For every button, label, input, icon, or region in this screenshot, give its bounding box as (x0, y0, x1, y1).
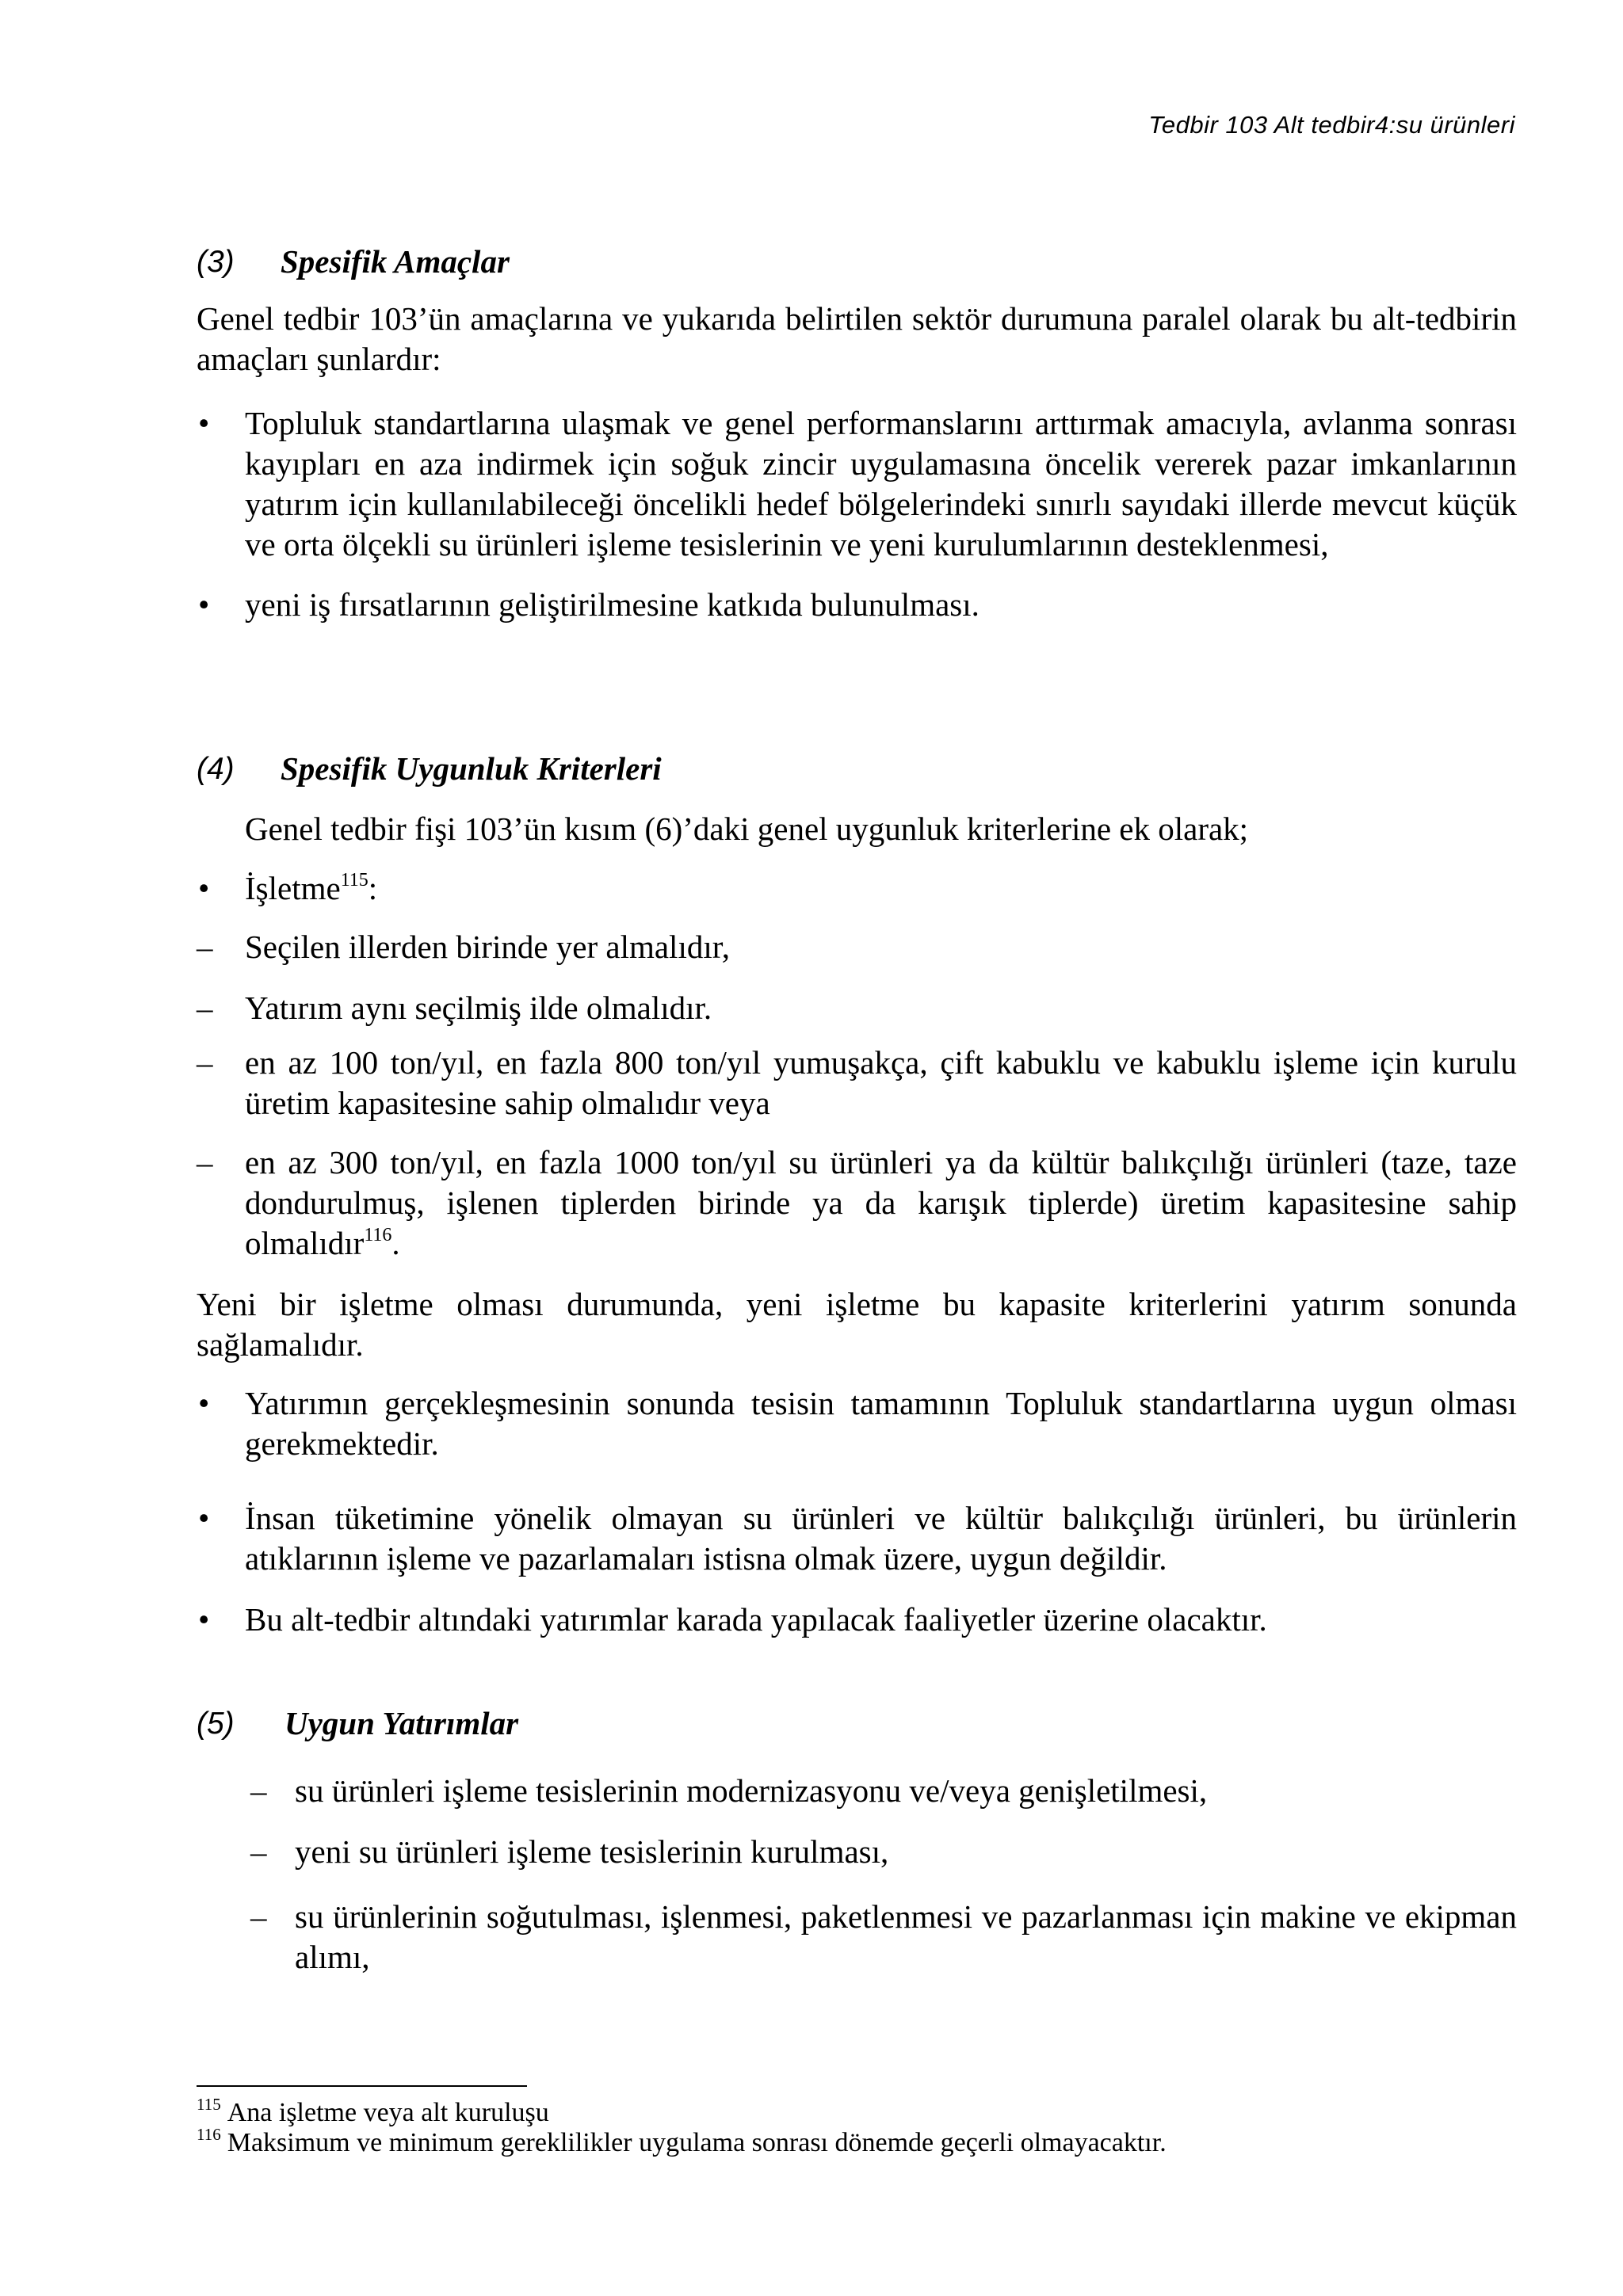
bullet-marker: • (198, 1601, 210, 1638)
dash-marker: – (197, 929, 213, 965)
dash-marker: – (250, 1898, 267, 1935)
footnote-ref-115[interactable]: 115 (340, 870, 369, 891)
bullet-marker: • (198, 1385, 210, 1421)
section-3-title: Spesifik Amaçlar (281, 243, 510, 280)
criterion-item: Seçilen illerden birinde yer almalıdır, (245, 929, 730, 965)
footnote-number: 116 (197, 2124, 221, 2144)
objective-item: yeni iş fırsatlarının geliştirilmesine katkıda bulunulması. (245, 586, 980, 623)
condition-item: Bu alt-tedbir altındaki yatırımlar karada yapılacak faaliyetler üzerine olacaktır. (245, 1601, 1267, 1638)
dash-marker: – (197, 1144, 213, 1180)
section-5-number: (5) (197, 1707, 235, 1741)
bullet-marker: • (198, 405, 210, 441)
bullet-marker: • (198, 870, 210, 906)
footnote-text: Maksimum ve minimum gereklilikler uygulama sonrası dönemde geçerli olmayacaktır. (227, 2128, 1167, 2157)
footnote-115 (197, 2094, 1517, 2127)
dash-marker: – (197, 1044, 213, 1081)
criterion-item: Yatırım aynı seçilmiş ilde olmalıdır. (245, 990, 712, 1026)
condition-item: Yatırımın gerçekleşmesinin sonunda tesisin tamamının Topluluk standartlarına uygun olması gerekmektedir. (245, 1385, 1517, 1462)
condition-item: İnsan tüketimine yönelik olmayan su ürünleri ve kültür balıkçılığı ürünleri, bu ürünlerin atıklarının işleme ve pazarlamaları istisna olmak üzere, uygun değildir. (245, 1500, 1517, 1577)
dash-marker: – (250, 1833, 267, 1870)
enterprise-label: İşletme (245, 870, 341, 906)
dash-marker: – (197, 990, 213, 1026)
running-title: Tedbir 103 Alt tedbir4:su ürünleri (1148, 111, 1515, 139)
enterprise-heading (245, 868, 1517, 909)
investment-item: yeni su ürünleri işleme tesislerinin kurulması, (295, 1833, 889, 1870)
criterion-4-text: en az 300 ton/yıl, en fazla 1000 ton/yıl su ürünleri ya da kültür balıkçılığı ürünleri (taze, taze dondurulmuş, işlenen tiplerden birinde ya da karışık tiplerde) üretim kapasitesine sahip olmalıdır (245, 1144, 1517, 1261)
footnote-ref-116[interactable]: 116 (364, 1225, 392, 1246)
enterprise-colon: : (368, 870, 378, 906)
new-enterprise-note: Yeni bir işletme olması durumunda, yeni işletme bu kapasite kriterlerini yatırım sonunda sağlamalıdır. (197, 1286, 1517, 1363)
bullet-marker: • (198, 586, 210, 623)
section-4-title: Spesifik Uygunluk Kriterleri (281, 750, 662, 787)
section-3-number: (3) (197, 245, 235, 279)
section-5-title: Uygun Yatırımlar (285, 1705, 519, 1741)
bullet-marker: • (198, 1500, 210, 1536)
footnote-number: 115 (197, 2094, 221, 2114)
objective-item: Topluluk standartlarına ulaşmak ve genel performanslarını arttırmak amacıyla, avlanma sonrası kayıpları en aza indirmek için soğuk zincir uygulamasına öncelik vererek pazar imkanlarının yatırım için kullanılabileceği öncelikli hedef bölgelerindeki sınırlı sayıdaki illerde mevcut küçük ve orta ölçekli su ürünleri işleme tesislerinin ve yeni kurulumlarının desteklenmesi, (245, 405, 1517, 563)
footnote-text: Ana işletme veya alt kuruluşu (227, 2098, 549, 2127)
criterion-item: en az 100 ton/yıl, en fazla 800 ton/yıl yumuşakça, çift kabuklu ve kabuklu işleme için kurulu üretim kapasitesine sahip olmalıdır veya (245, 1044, 1517, 1121)
footnote-116 (197, 2124, 1517, 2157)
section-4-number: (4) (197, 752, 235, 786)
section-3-intro: Genel tedbir 103’ün amaçlarına ve yukarıda belirtilen sektör durumuna paralel olarak bu alt-tedbirin amaçları şunlardır: (197, 300, 1517, 377)
section-4-intro: Genel tedbir fişi 103’ün kısım (6)’daki genel uygunluk kriterlerine ek olarak; (245, 810, 1249, 847)
dash-marker: – (250, 1772, 267, 1809)
investment-item: su ürünlerinin soğutulması, işlenmesi, paketlenmesi ve pazarlanması için makine ve ekipman alımı, (295, 1898, 1517, 1975)
footnote-separator (197, 2085, 527, 2087)
investment-item: su ürünleri işleme tesislerinin modernizasyonu ve/veya genişletilmesi, (295, 1772, 1208, 1809)
criterion-item (245, 1142, 1517, 1264)
criterion-4-end: . (391, 1225, 400, 1261)
